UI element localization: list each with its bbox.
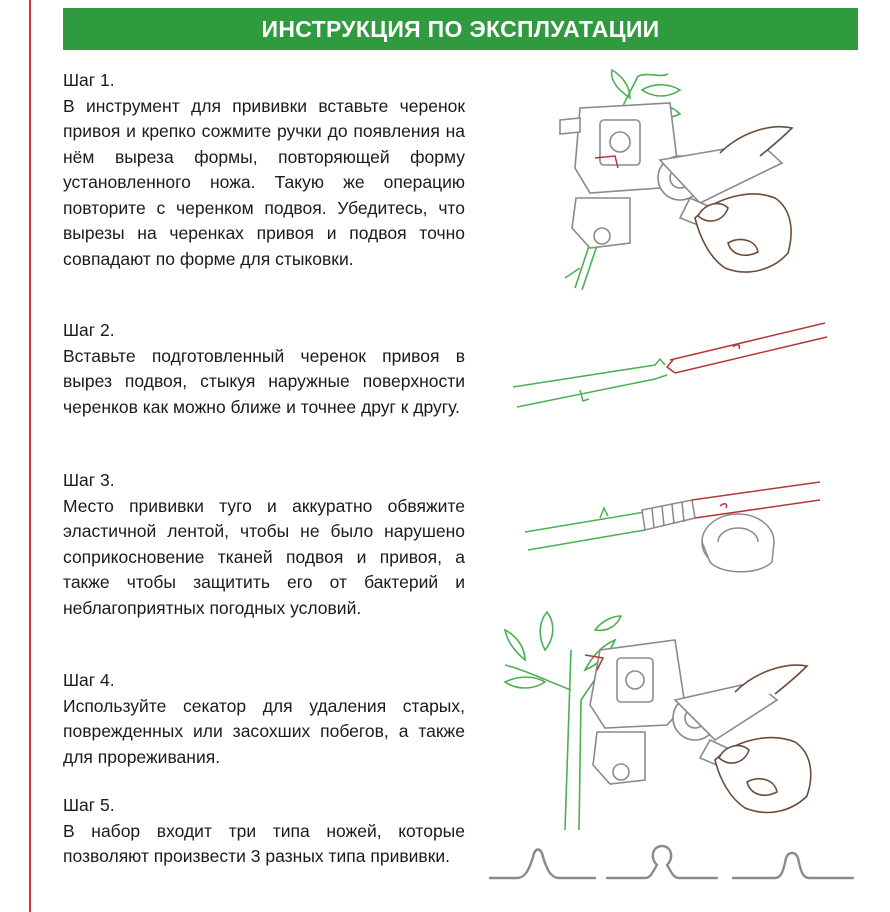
scion-join-illustration <box>505 315 835 415</box>
step-label: Шаг 5. <box>63 795 115 815</box>
tape-wrap-illustration <box>520 470 830 590</box>
page-title: ИНСТРУКЦИЯ ПО ЭКСПЛУАТАЦИИ <box>261 15 660 42</box>
step-label: Шаг 2. <box>63 320 115 340</box>
step-label: Шаг 3. <box>63 470 115 490</box>
step-text: В набор входит три типа ножей, которые позволяют произвести 3 разных типа прививки. <box>63 820 465 866</box>
step-label: Шаг 1. <box>63 70 115 90</box>
blade-profiles-illustration <box>485 835 860 890</box>
step-text: В инструмент для прививки вставьте черенок привоя и крепко сожмите ручки до появления на нём выреза формы, повторяющей форму установленного ножа. Такую же операцию повторите с черенком подвоя. Убедитесь, что вырезы на черенках привоя и подвоя точно совпадают по форме для стыковки. <box>63 95 465 269</box>
header-banner <box>63 8 858 50</box>
step-5 <box>63 793 465 870</box>
step-2 <box>63 318 465 420</box>
margin-line <box>29 0 31 912</box>
step-label: Шаг 4. <box>63 670 115 690</box>
step-text: Место прививки туго и аккуратно обвяжите эластичной лентой, чтобы не было нарушено соприкосновение тканей подвоя и привоя, а также чтобы защитить его от бактерий и неблагоприятных погодных условий. <box>63 495 465 618</box>
step-3 <box>63 468 465 621</box>
step-4 <box>63 668 465 770</box>
step-text: Используйте секатор для удаления старых, поврежденных или засохших побегов, а также для прореживания. <box>63 695 465 767</box>
step-1 <box>63 68 465 272</box>
pruning-illustration <box>485 610 825 830</box>
grafting-tool-cut-illustration <box>520 68 820 298</box>
step-text: Вставьте подготовленный черенок привоя в вырез подвоя, стыкуя наружные поверхности черенков как можно ближе и точнее друг к другу. <box>63 345 465 417</box>
